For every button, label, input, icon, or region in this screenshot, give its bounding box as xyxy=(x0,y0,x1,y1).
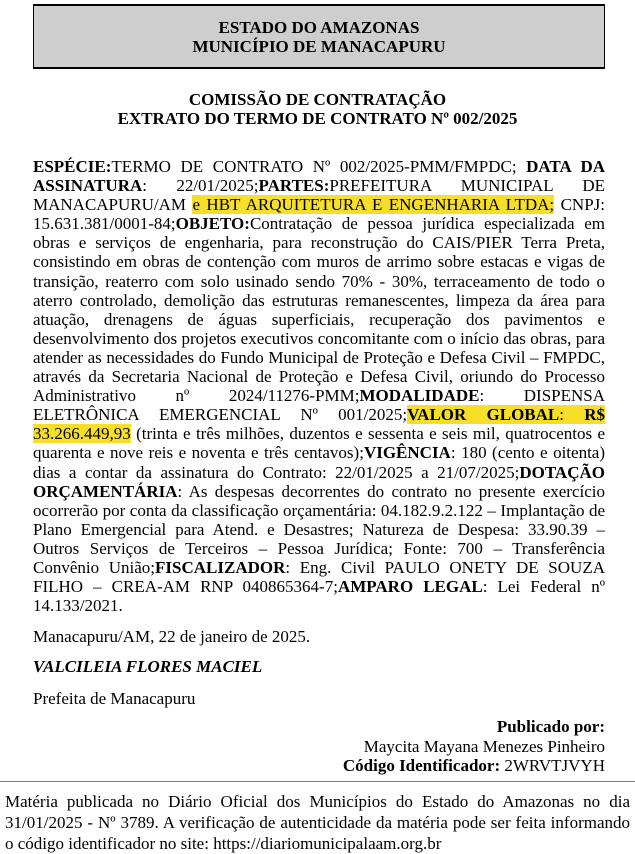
field-label: OBJETO: xyxy=(175,214,250,234)
state-name: ESTADO DO AMAZONAS xyxy=(218,18,420,37)
body-text: : 22/01/2025; xyxy=(142,176,259,196)
body-text: : As despesas decorrentes do contrato no presente exercício ocorrerão por conta da classificação orçamentária: 04.182.9.2.122 – Implantação de Plano Emergencial para Atend. e Desastres; Natureza de Despesa: 33.90.39 – Outros Serviços de Terceiros – Pessoa Jurídica; Fonte: 700 – Transferência Convênio União; xyxy=(33,481,605,577)
footer-text: Matéria publicada no Diário Oficial dos Municípios do Estado do Amazonas no dia 31/01/2025 - Nº 3789. A verificação de autenticidade da matéria pode ser feita informando o código identificador no site: xyxy=(5,792,630,854)
publication-block xyxy=(33,717,605,775)
field-label: FISCALIZADOR xyxy=(155,557,286,577)
signature-name: VALCILEIA FLORES MACIEL xyxy=(33,657,263,677)
highlighted-text: e HBT ARQUITETURA E ENGENHARIA LTDA; xyxy=(192,195,555,215)
body-text: : Eng. Civil PAULO ONETY DE SOUZA FILHO – CREA-AM RNP 040865364-7; xyxy=(33,557,605,597)
title-extract-number: EXTRATO DO TERMO DE CONTRATO Nº 002/2025 xyxy=(117,109,518,128)
highlighted-text: R$ xyxy=(584,405,605,425)
highlighted-text: VALOR GLOBAL xyxy=(407,405,560,425)
field-label: DATA DA ASSINATURA xyxy=(33,157,605,196)
field-label: AMPARO LEGAL xyxy=(337,577,483,597)
identifier-line xyxy=(33,756,605,775)
body-text: (trinta e três milhões, duzentos e sessenta e seis mil, quatrocentos e quarenta e nove reis e noventa e três centavos); xyxy=(33,424,605,463)
field-label: ESPÉCIE: xyxy=(33,157,112,176)
gazette-masthead xyxy=(33,4,605,69)
identifier-code: 2WRVTJVYH xyxy=(504,755,605,775)
body-text: : DISPENSA ELETRÔNICA EMERGENCIAL Nº 001/2025; xyxy=(33,386,605,425)
body-text: PREFEITURA MUNICIPAL DE MANACAPURU/AM xyxy=(33,176,605,215)
published-by-label: Publicado por: xyxy=(496,717,605,737)
highlighted-text: : xyxy=(559,405,585,425)
body-text: Contratação de pessoa jurídica especializada em obras e serviços de engenharia, para reconstrução do CAIS/PIER Terra Preta, consistindo em obras de contenção com muros de arrimo sobre estacas e vigas de transição, reaterro com solo usinado sendo 70% - 30%, terraceamento de todo o aterro controlado, demolição das estruturas remanescentes, limpeza da área para atuação, drenagens de águas superficiais, recuperação dos pavimentos e desenvolvimento dos projetos executivos concomitante com o início das obras, para atender as necessidades do Fundo Municipal de Proteção e Defesa Civil – FMPDC, através da Secretaria Nacional de Proteção e Defesa Civil, oriundo do Processo Administrativo nº 2024/11276-PMM; xyxy=(33,214,605,406)
published-by-name: Maycita Mayana Menezes Pinheiro xyxy=(363,736,605,756)
footer-url[interactable]: https://diariomunicipalaam.org.br xyxy=(213,834,442,854)
field-label: DOTAÇÃO ORÇAMENTÁRIA xyxy=(33,462,605,501)
document-page xyxy=(0,4,635,854)
body-text: : 180 (cento e oitenta) dias a contar da assinatura do Contrato: 22/01/2025 a 21/07/2025; xyxy=(33,443,605,482)
body-text: CNPJ: 15.631.381/0001-84; xyxy=(33,195,605,234)
body-text: TERMO DE CONTRATO Nº 002/2025-PMM/FMPDC; xyxy=(111,157,527,176)
signature-role: Prefeita de Manacapuru xyxy=(33,689,196,709)
field-label: VIGÊNCIA xyxy=(363,443,451,463)
footer-divider xyxy=(0,781,635,782)
document-title xyxy=(0,90,635,128)
field-label: PARTES: xyxy=(258,176,330,196)
identifier-label: Código Identificador: xyxy=(342,755,501,775)
municipality-name: MUNICÍPIO DE MANACAPURU xyxy=(192,37,446,56)
body-text: : Lei Federal nº 14.133/2021. xyxy=(33,577,605,616)
footer-note xyxy=(5,791,630,854)
date-line: Manacapuru/AM, 22 de janeiro de 2025. xyxy=(33,627,311,647)
field-label: MODALIDADE xyxy=(359,386,480,406)
highlighted-text: 33.266.449,93 xyxy=(33,424,131,444)
title-commission: COMISSÃO DE CONTRATAÇÃO xyxy=(188,90,447,109)
contract-body xyxy=(33,157,605,615)
